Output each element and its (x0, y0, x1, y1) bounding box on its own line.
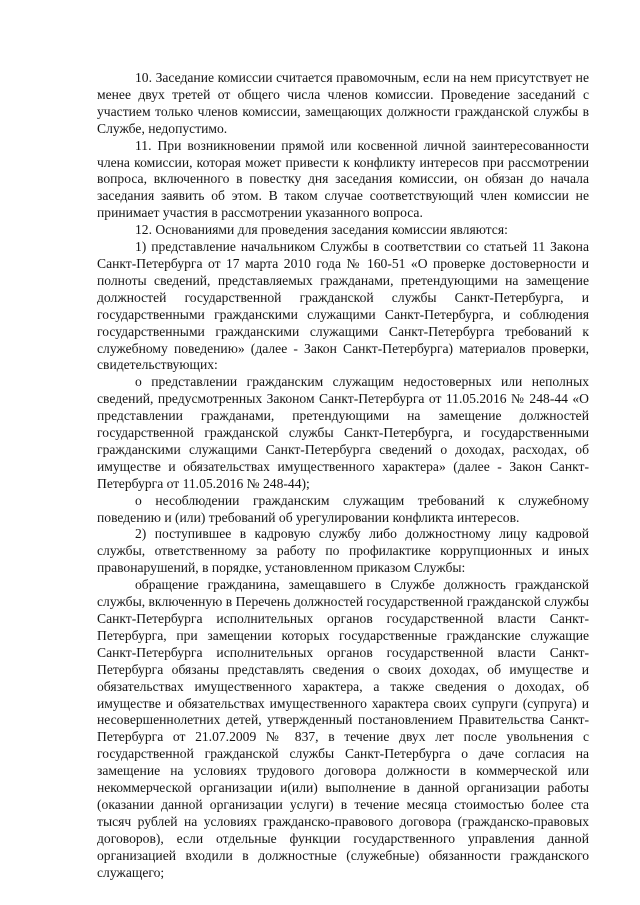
paragraph-12-2-citizen-appeal: обращение гражданина, замещавшего в Службе должность гражданской службы, включенную в Перечень должностей государственной гражданской службы Санкт-Петербурга исполнительных органов государственной власти Санкт-Петербурга, при замещении которых государственные гражданские служащие Санкт-Петербурга исполнительных органов государственной власти Санкт-Петербурга обязаны представлять сведения о своих доходах, об имуществе и обязательствах имущественного характера, а также сведения о доходах, об имуществе и обязательствах имущественного характера своих супруги (супруга) и несовершеннолетних детей, утвержденный постановлением Правительства Санкт-Петербурга от 21.07.2009 № 837, в течение двух лет после увольнения с государственной гражданской службы Санкт-Петербурга о даче согласия на замещение на условиях трудового договора должности в коммерческой или некоммерческой организации и(или) выполнение в данной организации работы (оказании данной организации услуги) в течение месяца стоимостью более ста тысяч рублей на условиях гражданско-правового договора (гражданско-правовых договоров), если отдельные функции государственного управления данной организацией входили в должностные (служебные) обязанности гражданского служащего; (97, 577, 589, 880)
paragraph-12-2-received-documents: 2) поступившее в кадровую службу либо должностному лицу кадровой службы, ответственному за работу по профилактике коррупционных и иных правонарушений, в порядке, установленном приказом Службы: (97, 526, 589, 576)
paragraph-12-1-submission: 1) представление начальником Службы в соответствии со статьей 11 Закона Санкт-Петербурга от 17 марта 2010 года № 160-51 «О проверке достоверности и полноты сведений, представляемых гражданами, претендующими на замещение должностей государственной гражданской службы Санкт-Петербурга, и государственными гражданскими служащими Санкт-Петербурга, и соблюдения государственными гражданскими служащими Санкт-Петербурга требований к служебному поведению» (далее - Закон Санкт-Петербурга) материалов проверки, свидетельствующих: (97, 239, 589, 373)
paragraph-10-quorum: 10. Заседание комиссии считается правомочным, если на нем присутствует не менее двух третей от общего числа членов комиссии. Проведение заседаний с участием только членов комиссии, замещающих должности гражданской службы в Службе, недопустимо. (97, 70, 589, 136)
paragraph-12-1-non-compliance: о несоблюдении гражданским служащим требований к служебному поведению и (или) требований об урегулировании конфликта интересов. (97, 492, 589, 525)
paragraph-12-grounds-heading: 12. Основаниями для проведения заседания комиссии являются: (135, 222, 508, 238)
paragraph-12-1-false-information: о представлении гражданским служащим недостоверных или неполных сведений, предусмотренных Законом Санкт-Петербурга от 11.05.2016 № 248-44 «О представлении гражданами, претендующими на замещение должностей государственной гражданской службы Санкт-Петербурга, и государственными гражданскими служащими Санкт-Петербурга сведений о доходах, расходах, об имуществе и обязательствах имущественного характера» (далее - Закон Санкт-Петербурга от 11.05.2016 № 248-44); (97, 374, 589, 491)
document-body (97, 70, 589, 882)
paragraph-11-conflict-of-interest: 11. При возникновении прямой или косвенной личной заинтересованности члена комиссии, которая может привести к конфликту интересов при рассмотрении вопроса, включенного в повестку дня заседания комиссии, он обязан до начала заседания заявить об этом. В таком случае соответствующий член комиссии не принимает участия в рассмотрении указанного вопроса. (97, 137, 589, 221)
